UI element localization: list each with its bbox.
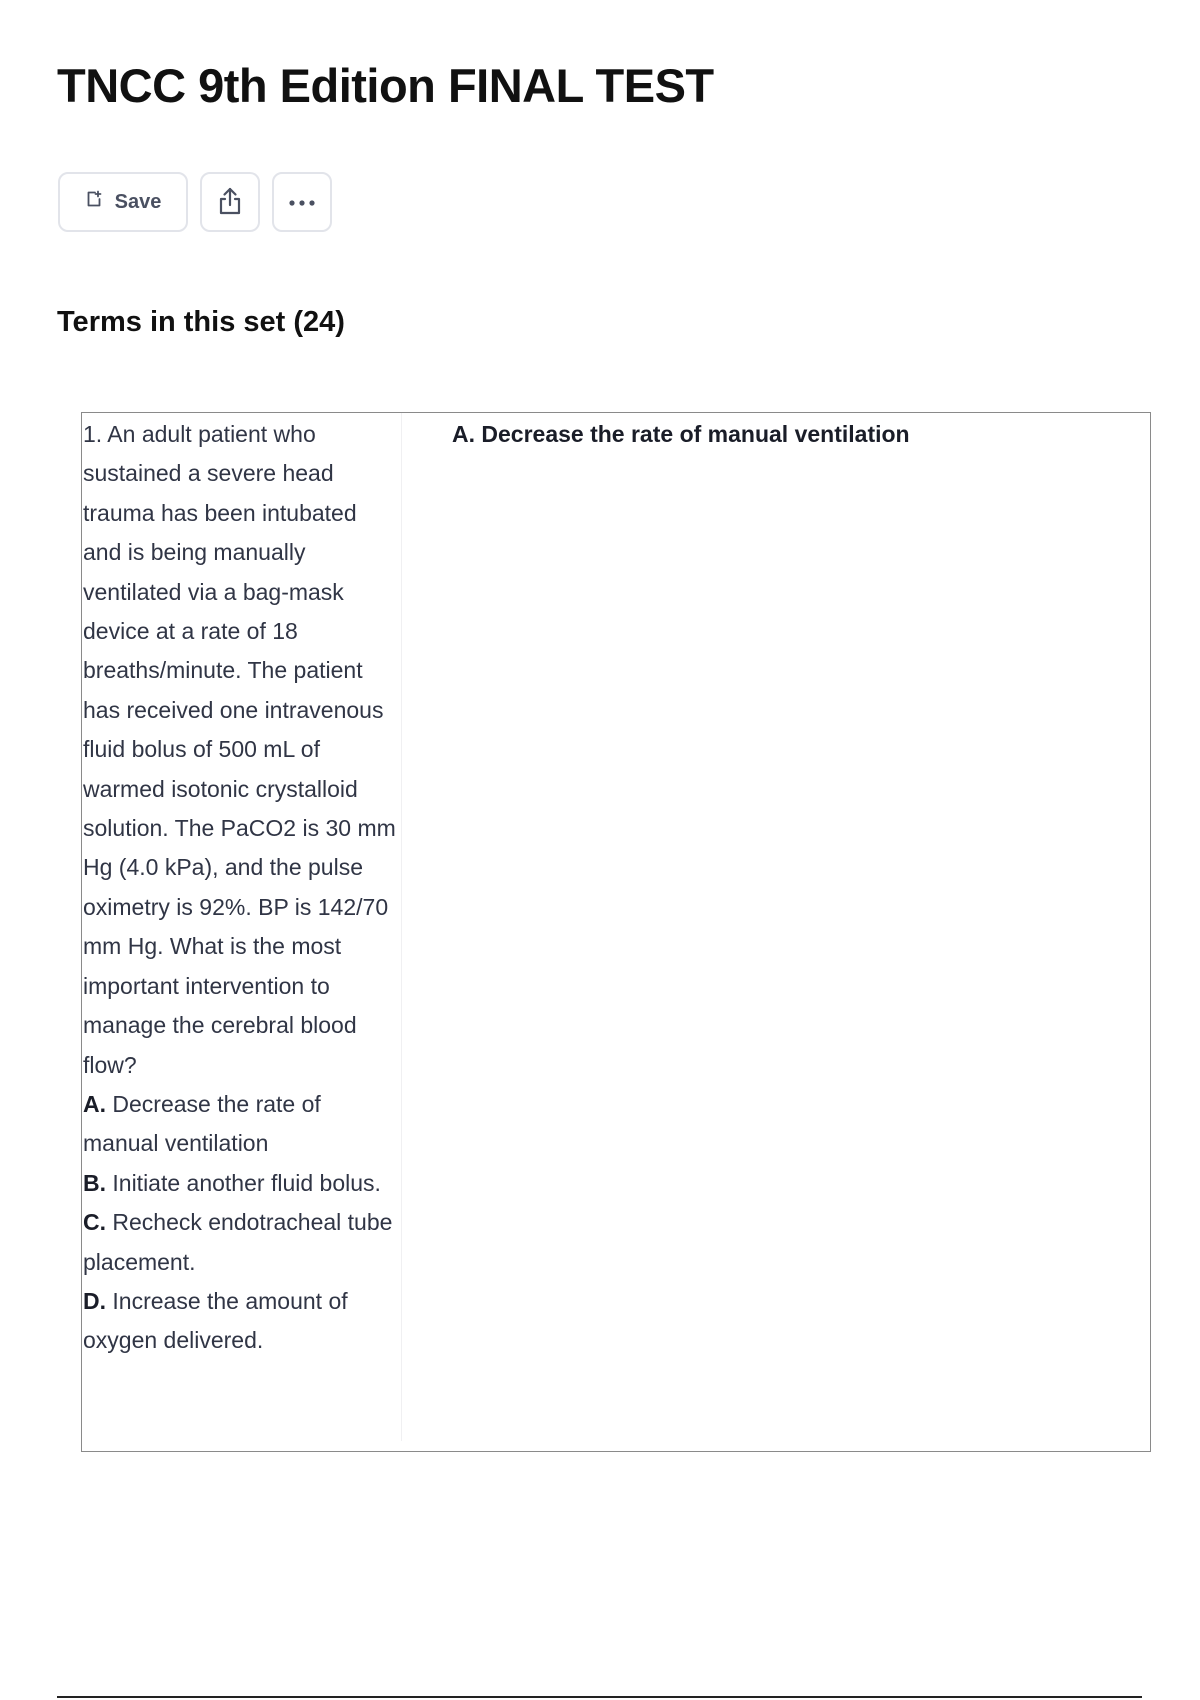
save-label: Save (114, 190, 162, 213)
more-icon (288, 195, 316, 210)
option-a-text: Decrease the rate of manual ventilation (83, 1090, 321, 1157)
save-button[interactable] (58, 172, 188, 232)
share-icon (216, 186, 244, 219)
save-icon (85, 190, 103, 214)
footer-divider (57, 1696, 1142, 1698)
option-c-letter: C. (83, 1209, 106, 1236)
term-card (81, 412, 1151, 1452)
option-b-text: Initiate another fluid bolus. (106, 1169, 381, 1196)
option-d (83, 1282, 401, 1361)
option-c-text: Recheck endotracheal tube placement. (83, 1209, 393, 1275)
more-options-button[interactable] (272, 172, 332, 232)
option-d-text: Increase the amount of oxygen delivered. (83, 1287, 348, 1354)
question-text: 1. An adult patient who sustained a severe head trauma has been intubated and is being manually ventilated via a bag-mask device at a rate of 18 breaths/minute. The patient has received one intravenous fluid bolus of 500 mL of warmed isotonic crystalloid solution. The PaCO2 is 30 mm Hg (4.0 kPa), and the pulse oximetry is 92%. BP is 142/70 mm Hg. What is the most important intervention to manage the cerebral blood flow? (83, 421, 396, 1078)
option-b (83, 1164, 401, 1203)
option-a (83, 1085, 401, 1164)
option-a-letter: A. (83, 1090, 106, 1117)
terms-heading: Terms in this set (24) (57, 306, 345, 338)
set-toolbar (58, 172, 332, 232)
page-title: TNCC 9th Edition FINAL TEST (57, 59, 714, 112)
share-button[interactable] (200, 172, 260, 232)
term-question (82, 413, 402, 1441)
option-b-letter: B. (83, 1169, 106, 1196)
option-c (83, 1203, 401, 1282)
term-answer: A. Decrease the rate of manual ventilation (452, 421, 910, 447)
option-d-letter: D. (83, 1287, 106, 1314)
